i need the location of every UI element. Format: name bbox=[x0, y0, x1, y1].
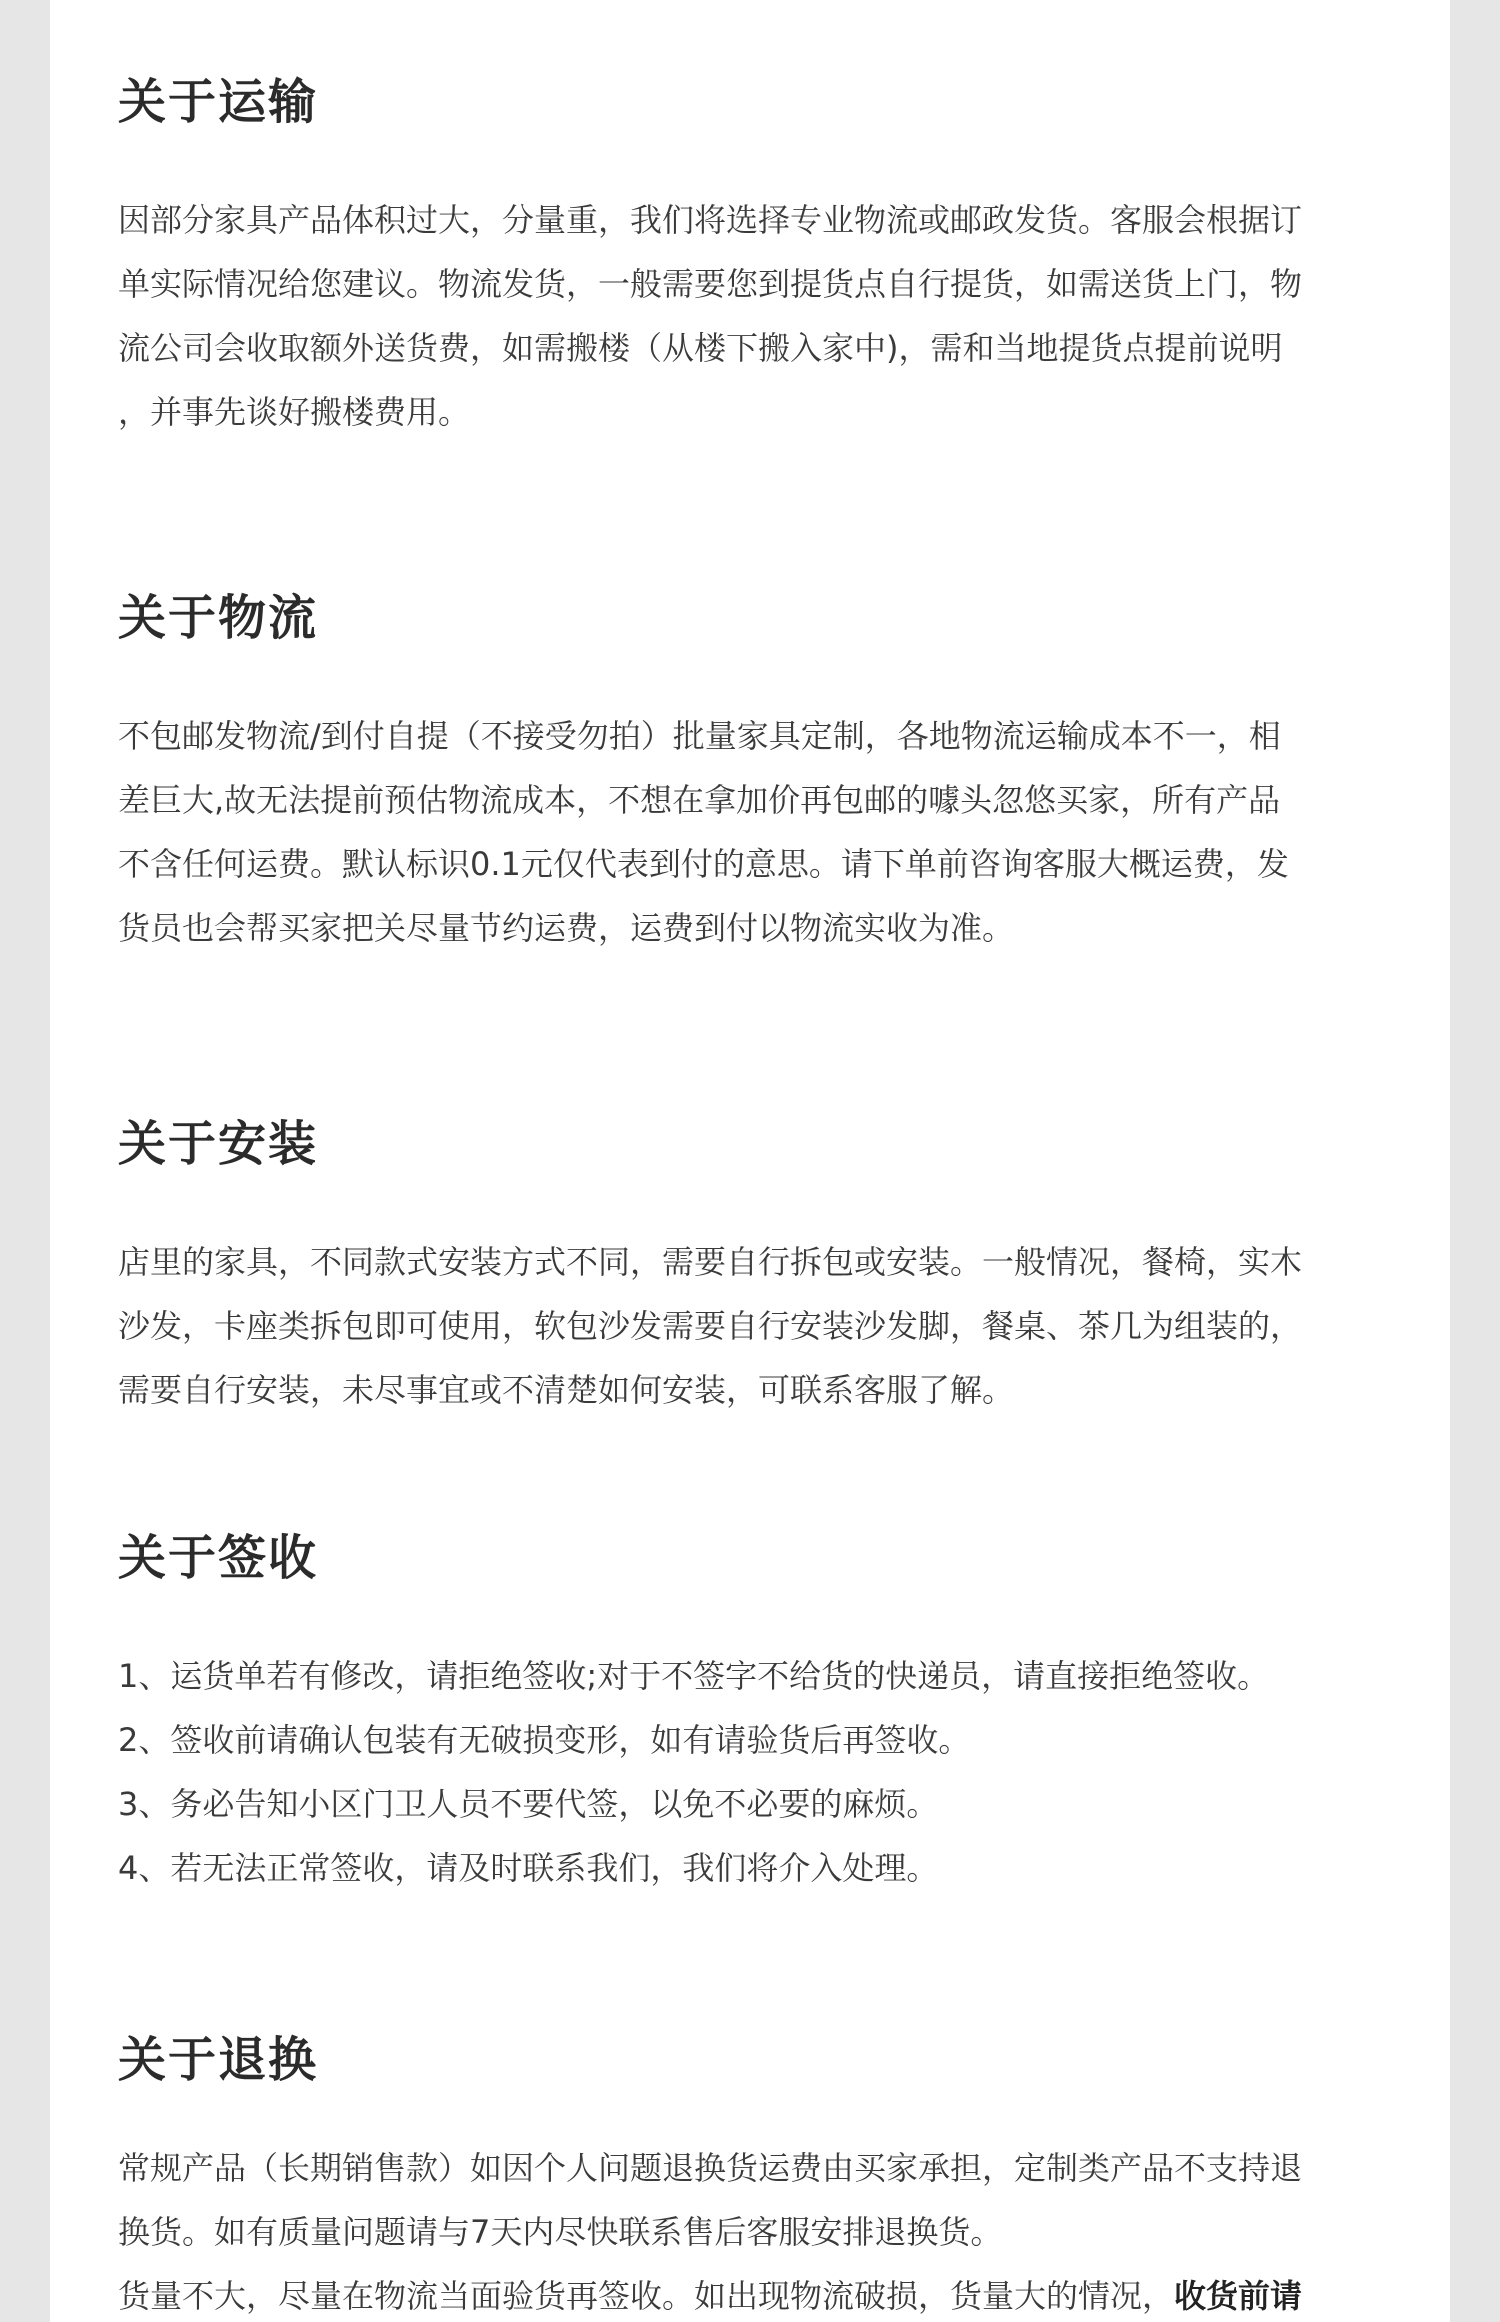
section-title: 关于运输 bbox=[118, 74, 319, 130]
section-body bbox=[118, 1644, 1438, 1900]
paragraph-line: 不含任何运费。默认标识0.1元仅代表到付的意思。请下单前咨询客服大概运费，发 bbox=[118, 845, 1289, 883]
list-item: 4、若无法正常签收，请及时联系我们，我们将介入处理。 bbox=[118, 1849, 939, 1887]
plain-text: 货量不大，尽量在物流当面验货再签收。如出现物流破损，货量大的情况， bbox=[118, 2277, 1175, 2315]
paragraph-line bbox=[118, 2264, 1438, 2322]
paragraph-line: 不包邮发物流/到付自提（不接受勿拍）批量家具定制，各地物流运输成本不一，相 bbox=[118, 717, 1281, 755]
returns-section bbox=[118, 2030, 1438, 2322]
paragraph-line: ，并事先谈好搬楼费用。 bbox=[118, 393, 471, 431]
paragraph-line: 沙发，卡座类拆包即可使用，软包沙发需要自行安装沙发脚，餐桌、茶几为组装的， bbox=[118, 1307, 1303, 1345]
install-section bbox=[118, 1114, 1438, 1422]
document-page bbox=[50, 0, 1450, 2322]
paragraph-line: 差巨大,故无法提前预估物流成本，不想在拿加价再包邮的噱头忽悠买家，所有产品 bbox=[118, 781, 1281, 819]
paragraph-line: 货员也会帮买家把关尽量节约运费，运费到付以物流实收为准。 bbox=[118, 909, 1015, 947]
section-title: 关于退换 bbox=[118, 2032, 319, 2088]
bold-text: 收货前请 bbox=[1174, 2277, 1303, 2315]
section-body bbox=[118, 188, 1438, 444]
paragraph-line: 因部分家具产品体积过大，分量重，我们将选择专业物流或邮政发货。客服会根据订 bbox=[118, 201, 1303, 239]
paragraph-line: 常规产品（长期销售款）如因个人问题退换货运费由买家承担，定制类产品不支持退 bbox=[118, 2149, 1303, 2187]
list-item: 2、签收前请确认包装有无破损变形，如有请验货后再签收。 bbox=[118, 1721, 971, 1759]
paragraph-line: 店里的家具，不同款式安装方式不同，需要自行拆包或安装。一般情况，餐椅，实木 bbox=[118, 1243, 1303, 1281]
shipping-section bbox=[118, 72, 1438, 444]
section-body bbox=[118, 704, 1438, 960]
list-item: 3、务必告知小区门卫人员不要代签，以免不必要的麻烦。 bbox=[118, 1785, 939, 1823]
list-item: 1、运货单若有修改，请拒绝签收;对于不签字不给货的快递员，请直接拒绝签收。 bbox=[118, 1657, 1270, 1695]
paragraph-line: 需要自行安装，未尽事宜或不清楚如何安装，可联系客服了解。 bbox=[118, 1371, 1015, 1409]
section-body bbox=[118, 2136, 1438, 2322]
paragraph-line: 换货。如有质量问题请与7天内尽快联系售后客服安排退换货。 bbox=[118, 2213, 1003, 2251]
section-title: 关于安装 bbox=[118, 1116, 319, 1172]
receipt-section bbox=[118, 1528, 1438, 1900]
paragraph-line: 流公司会收取额外送货费，如需搬楼（从楼下搬入家中)，需和当地提货点提前说明 bbox=[118, 329, 1283, 367]
section-title: 关于签收 bbox=[118, 1530, 319, 1586]
logistics-section bbox=[118, 588, 1438, 960]
section-title: 关于物流 bbox=[118, 590, 319, 646]
section-body bbox=[118, 1230, 1438, 1422]
paragraph-line: 单实际情况给您建议。物流发货，一般需要您到提货点自行提货，如需送货上门，物 bbox=[118, 265, 1303, 303]
